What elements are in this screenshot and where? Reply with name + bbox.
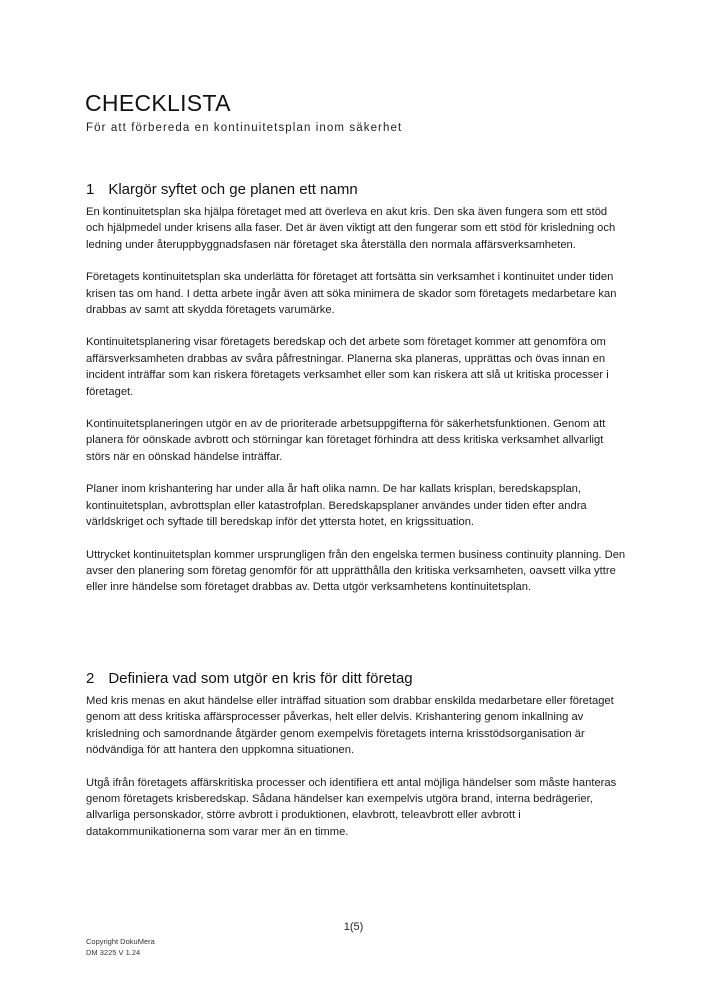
paragraph: En kontinuitetsplan ska hjälpa företaget med att överleva en akut kris. Den ska även fungera som ett stöd och hjälpmedel under krisens alla faser. Det är även viktigt att den fungerar som ett stöd för krisledning och ledning under återuppbyggnadsfasen när företaget ska återställa den normala affärsverksamheten. xyxy=(86,206,616,251)
page-number: 1(5) xyxy=(343,921,364,933)
paragraph: Kontinuitetsplaneringen utgör en av de prioriterade arbetsuppgifterna för säkerhetsfunktionen. Genom att planera för oönskade avbrott och störningar kan företaget förhindra att dess kritiska verksamhet allvarligt störs när en oönskad händelse inträffar. xyxy=(86,418,606,463)
document-title: CHECKLISTA xyxy=(85,90,231,116)
document-id: DM 3225 V 1.24 xyxy=(86,948,141,957)
document-subtitle: För att förbereda en kontinuitetsplan inom säkerhet xyxy=(86,122,403,134)
section-heading xyxy=(86,670,626,687)
paragraph: Uttrycket kontinuitetsplan kommer ursprungligen från den engelska termen business continuity planning. Den avser den planering som företag genomför för att upprätthålla den kritiska verksamheten, oavsett vilka yttre eller inre händelse som företaget drabbas av. Detta utgör verksamhetens kontinuitetsplan. xyxy=(86,548,626,594)
paragraph: Företagets kontinuitetsplan ska underlätta för företaget att fortsätta sin verksamhet i kontinuitet under tiden krisen tas om hand. I detta arbete ingår även att söka minimera de skador som företagets medarbetare kan drabbas av samt att skydda företagets varumärke. xyxy=(86,271,617,317)
paragraph: Med kris menas en akut händelse eller inträffad situation som drabbar enskilda medarbetare eller företaget genom att dess kritiska affärsprocesser påverkas, helt eller delvis. Krishantering genom inkallning av krisledning och samordnande åtgärder genom exempelvis företagets interna krisstödsorganisation är nödvändiga för att hantera den uppkomna situationen. xyxy=(86,695,614,757)
paragraph: Utgå ifrån företagets affärskritiska processer och identifiera ett antal möjliga händelser som måste hanteras genom företagets krisberedskap. Sådana händelser kan exempelvis utgöra brand, interna bedrägerier, allvarliga personskador, större avbrott i produktionen, elavbrott, teleavbrott eller avbrott i datakommunikationerna som varar mer än en timme. xyxy=(86,776,617,838)
footer xyxy=(86,936,155,958)
paragraph: Planer inom krishantering har under alla år haft olika namn. De har kallats krisplan, beredskapsplan, kontinuitetsplan, avbrottsplan eller katastrofplan. Beredskapsplaner användes under tiden efter andra världskriget och syftade till beredskap inför det yttersta hotet, en krigssituation. xyxy=(86,483,587,529)
section-number: 2 xyxy=(86,670,95,687)
section-2 xyxy=(86,670,626,856)
section-number: 1 xyxy=(86,181,95,198)
paragraph: Kontinuitetsplanering visar företagets beredskap och det arbete som företaget kommer att genomföra om affärsverksamheten drabbas av svåra påfrestningar. Planerna ska planeras, upprättas och övas innan en incident inträffar som kan riskera företagets verksamhet eller som kan riskera att slå ut kritiska processer i företaget. xyxy=(86,336,609,398)
section-title: Definiera vad som utgör en kris för ditt företag xyxy=(108,670,413,687)
section-1 xyxy=(86,181,626,612)
copyright-text: Copyright DokuMera xyxy=(86,937,155,946)
section-title: Klargör syftet och ge planen ett namn xyxy=(108,181,358,198)
section-heading xyxy=(86,181,626,198)
